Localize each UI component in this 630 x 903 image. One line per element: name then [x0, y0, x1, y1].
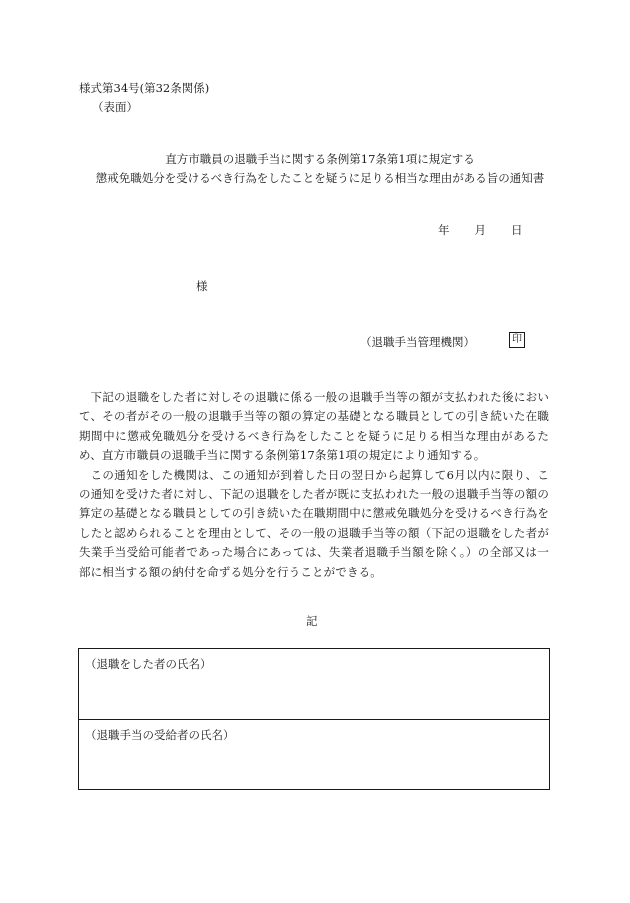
retirement-allowance-authority: （退職手当管理機関） [360, 335, 475, 349]
date-day-label: 日 [511, 223, 523, 237]
details-table [78, 648, 550, 790]
seal-mark: 印 [509, 332, 525, 348]
beneficiary-name-label: （退職手当の受給者の氏名） [85, 728, 235, 742]
recipient-honorific: 様 [196, 279, 208, 293]
beneficiary-name-row [79, 719, 549, 789]
retiree-name-row [79, 649, 549, 719]
document-title-line-2: 懲戒免職処分を受けるべき行為をしたことを疑うに足りる相当な理由がある旨の通知書 [95, 171, 545, 185]
form-number: 様式第34号(第32条関係) [79, 81, 210, 95]
date-month-label: 月 [474, 223, 486, 237]
document-title-line-1: 直方市職員の退職手当に関する条例第17条第1項に規定する [165, 152, 475, 166]
face-label: （表面） [92, 100, 138, 114]
date-year-label: 年 [438, 223, 450, 237]
notes-heading: 記 [306, 614, 318, 628]
notice-body [79, 388, 549, 582]
retiree-name-label: （退職をした者の氏名） [85, 657, 212, 671]
notice-paragraph-1: 下記の退職をした者に対しその退職に係る一般の退職手当等の額が支払われた後において、その者がその一般の退職手当等の額の算定の基礎となる職員としての引き続いた在職期間中に懲戒免職処分を受けるべき行為をしたことを疑うに足りる相当な理由があるため、直方市職員の退職手当に関する条例第17条第1項の規定により通知する。 [79, 390, 549, 463]
notice-paragraph-2: この通知をした機関は、この通知が到着した日の翌日から起算して6月以内に限り、この通知を受けた者に対し、下記の退職をした者が既に支払われた一般の退職手当等の額の算定の基礎となる職員としての引き続いた在職期間中に懲戒免職処分を受けるべき行為をしたと認められることを理由として、その一般の退職手当等の額（下記の退職をした者が失業手当受給可能者であった場合にあっては、失業者退職手当額を除く。）の全部又は一部に相当する額の納付を命ずる処分を行うことができる。 [79, 467, 549, 579]
date-field [438, 222, 523, 238]
